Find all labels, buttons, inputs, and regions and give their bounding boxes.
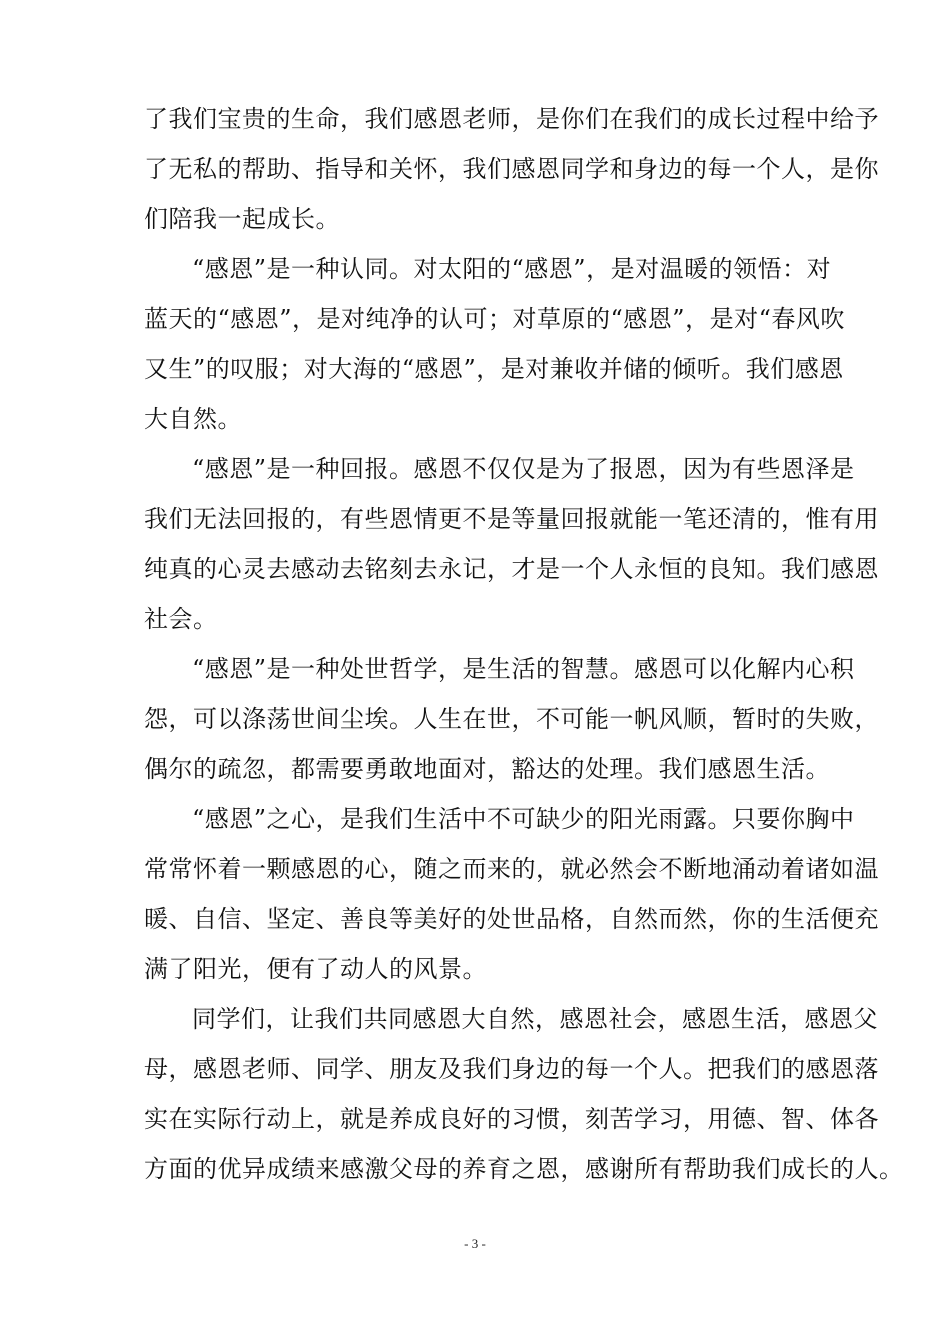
text-line: 暖、自信、坚定、善良等美好的处世品格，自然而然，你的生活便充 (144, 905, 879, 933)
text-line: 又生”的叹服；对大海的“感恩”，是对兼收并储的倾听。我们感恩 (144, 355, 844, 383)
paragraph-start-line: “感恩”是一种回报。感恩不仅仅是为了报恩，因为有些恩泽是 (192, 455, 855, 483)
text-line: 了无私的帮助、指导和关怀，我们感恩同学和身边的每一个人，是你 (144, 155, 879, 183)
paragraph-start-line: “感恩”之心，是我们生活中不可缺少的阳光雨露。只要你胸中 (192, 805, 855, 833)
text-line: 常常怀着一颗感恩的心，随之而来的，就必然会不断地涌动着诸如温 (144, 855, 879, 883)
paragraph-start-line: “感恩”是一种处世哲学，是生活的智慧。感恩可以化解内心积 (192, 655, 855, 683)
text-line: 偶尔的疏忽，都需要勇敢地面对，豁达的处理。我们感恩生活。 (144, 755, 830, 783)
text-line: 我们无法回报的，有些恩情更不是等量回报就能一笔还清的，惟有用 (144, 505, 879, 533)
text-line: 纯真的心灵去感动去铭刻去永记，才是一个人永恒的良知。我们感恩 (144, 555, 879, 583)
text-line: 实在实际行动上，就是养成良好的习惯，刻苦学习，用德、智、体各 (144, 1105, 879, 1133)
text-line: 们陪我一起成长。 (144, 205, 340, 233)
text-line: 了我们宝贵的生命，我们感恩老师，是你们在我们的成长过程中给予 (144, 105, 879, 133)
text-line: 满了阳光，便有了动人的风景。 (144, 955, 487, 983)
page-number: - 3 - (464, 1236, 486, 1251)
paragraph-start-line: “感恩”是一种认同。对太阳的“感恩”，是对温暖的领悟：对 (192, 255, 832, 283)
text-line: 方面的优异成绩来感激父母的养育之恩，感谢所有帮助我们成长的人。 (144, 1155, 904, 1183)
text-line: 蓝天的“感恩”，是对纯净的认可；对草原的“感恩”，是对“春风吹 (144, 305, 845, 333)
text-line: 母，感恩老师、同学、朋友及我们身边的每一个人。把我们的感恩落 (144, 1055, 879, 1083)
text-line: 社会。 (144, 605, 218, 633)
text-line: 怨，可以涤荡世间尘埃。人生在世，不可能一帆风顺，暂时的失败， (144, 705, 879, 733)
paragraph-start-line: 同学们，让我们共同感恩大自然，感恩社会，感恩生活，感恩父 (192, 1005, 878, 1033)
text-line: 大自然。 (144, 405, 242, 433)
